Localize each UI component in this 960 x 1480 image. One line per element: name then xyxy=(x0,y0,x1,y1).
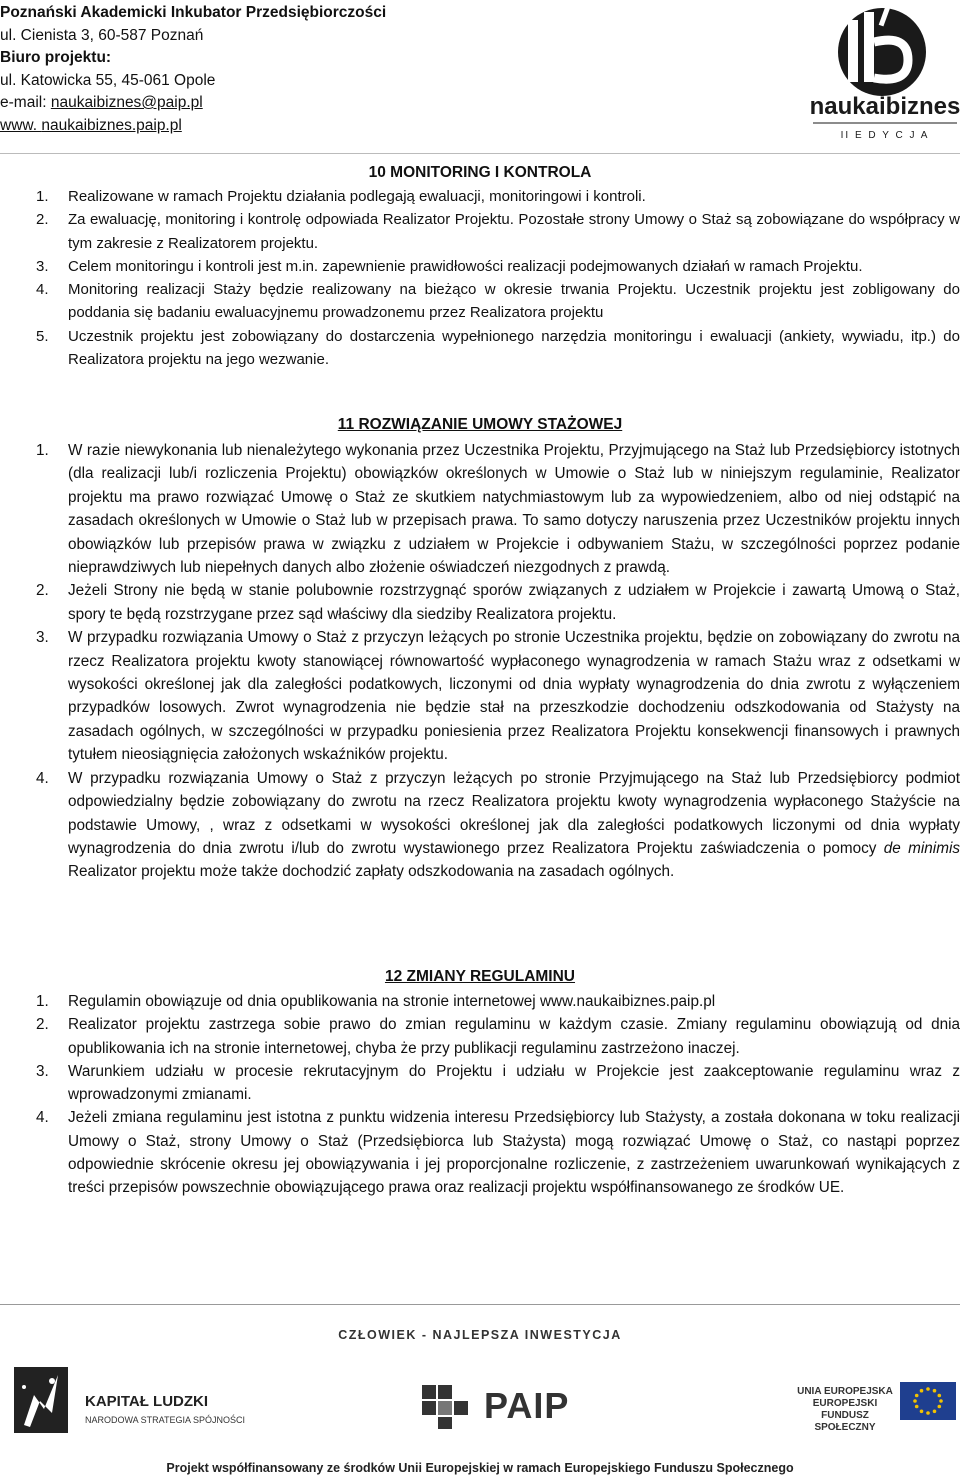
item-text: Monitoring realizacji Staży będzie realizowany na bieżąco w okresie trwania Projektu. Uczestnik projektu jest zobligowany do poddania się badaniu ewaluacyjnemu prowadzonemu przez Realizatora projektu xyxy=(68,281,960,322)
item-text: Jeżeli Strony nie będą w stanie polubownie rozstrzygnąć sporów związanych z udziałem w Projekcie i zawartą Umową o Staż, spory te będą rozstrzygane przez sąd właściwy dla siedziby Realizatora projektu. xyxy=(68,582,960,623)
list-item xyxy=(0,1013,960,1060)
section-12-title: 12 ZMIANY REGULAMINU xyxy=(384,968,576,985)
item-number: 3. xyxy=(36,629,49,647)
list-item xyxy=(0,439,960,579)
item-number: 4. xyxy=(36,281,49,299)
section-10-list xyxy=(0,185,960,371)
eu-line-2: EUROPEJSKI xyxy=(812,1398,878,1409)
list-item xyxy=(0,767,960,884)
item-text-part: Realizator projektu może także dochodzić zapłaty odszkodowania na zasadach ogólnych. xyxy=(68,863,675,881)
list-item xyxy=(0,278,960,325)
org-name: Poznański Akademicki Inkubator Przedsiębiorczości xyxy=(0,4,387,21)
list-item xyxy=(0,990,960,1013)
header-block xyxy=(0,2,386,137)
naukaibiznes-logo xyxy=(810,4,960,149)
www-link[interactable]: naukaibiznes.paip.pl xyxy=(41,116,182,134)
list-item xyxy=(0,255,960,278)
item-text xyxy=(68,767,960,884)
list-item xyxy=(0,325,960,372)
email-prefix: e-mail: xyxy=(0,94,51,111)
eu-flag-icon xyxy=(900,1382,956,1420)
item-number: 1. xyxy=(36,188,49,205)
list-item xyxy=(0,1106,960,1199)
item-number: 1. xyxy=(36,442,49,459)
email-link[interactable]: naukaibiznes@paip.pl xyxy=(50,94,203,111)
item-text-part: W przypadku rozwiązania Umowy o Staż z przyczyn leżących po stronie Przyjmującego na Staż lub Przedsiębiorcy podmiot odpowiedzialny będzie zobowiązany do zwrotu na rzecz Realizatora projektu kwoty wynagrodzenia wypłaconego Stażyście na podstawie Umowy, , wraz z odsetkami w wysokości określonej jak dla zaległości podatkowych liczonymi od dnia wypłaty wynagrodzenia do dnia zwrotu i/lub do zwrotu wystawionego przez Realizatora Projektu zaświadczenia o pomocy xyxy=(68,769,960,857)
header-divider xyxy=(0,153,960,154)
item-text: Za ewaluację, monitoring i kontrolę odpowiada Realizator Projektu. Pozostałe strony Umowy o Staż są zobowiązane do współpracy w tym zakresie z Realizatorem projektu. xyxy=(68,211,960,252)
item-number: 3. xyxy=(36,257,49,275)
item-number: 5. xyxy=(36,327,49,345)
paip-wordmark: PAIP xyxy=(484,1385,570,1426)
footer-slogan: CZŁOWIEK - NAJLEPSZA INWESTYCJA xyxy=(338,1328,622,1342)
section-11-title: 11 ROZWIĄZANIE UMOWY STAŻOWEJ xyxy=(337,416,623,433)
item-text: Uczestnik projektu jest zobowiązany do dostarczenia wypełnionego narzędzia monitoringu i ewaluacji (ankiety, wywiadu, itp.) do Realizatora projektu na jego wezwanie. xyxy=(68,327,960,369)
www-prefix[interactable]: www. xyxy=(0,116,42,134)
list-item xyxy=(0,208,960,255)
item-text: Regulamin obowiązuje od dnia opublikowania na stronie internetowej www.naukaibiznes.paip.pl xyxy=(68,993,716,1010)
item-text-italic: de minimis xyxy=(883,839,960,857)
address-line-2: ul. Katowicka 55, 45-061 Opole xyxy=(0,71,216,89)
office-label: Biuro projektu: xyxy=(0,49,112,66)
kapital-ludzki-title: KAPITAŁ LUDZKI xyxy=(85,1393,209,1410)
item-number: 1. xyxy=(36,993,49,1010)
eu-text-block xyxy=(790,1386,900,1434)
item-number: 2. xyxy=(36,211,49,229)
item-text: Warunkiem udziału w procesie rekrutacyjnym do Projektu i udziału w Projekcie jest zaakceptowanie regulaminu wraz z wprowadzonymi zmianami. xyxy=(68,1062,960,1104)
eu-line-3: FUNDUSZ SPOŁECZNY xyxy=(814,1410,876,1433)
item-number: 2. xyxy=(36,582,49,600)
item-text: W przypadku rozwiązania Umowy o Staż z przyczyn leżących po stronie Uczestnika projektu, będzie on zobowiązany do zwrotu na rzecz Realizatora projektu kwoty stanowiącej równowartość wypłaconego wynagrodzenia w ramach Stażu wraz z odsetkami w wysokości określonej jak dla zaległości podatkowych, liczonymi od dnia wypłaty wynagrodzenia do dnia zwrotu z wyłączeniem przypadków losowych. Zwrot wynagrodzenia nie będzie stał na przeszkodzie dochodzeniu odszkodowania od Stażysty na zasadach ogólnych, w szczególności w przypadku poniesienia przez Realizatora Projektu konsekwencji finansowych i prawnych tytułem nieosiągnięcia założonych wskaźników projektu. xyxy=(68,629,960,764)
item-text: Celem monitoringu i kontroli jest m.in. zapewnienie prawidłowości realizacji podejmowanych działań w ramach Projektu. xyxy=(68,257,863,275)
item-number: 2. xyxy=(36,1016,49,1034)
logo-edition: II E D Y C J A xyxy=(840,130,930,141)
list-item xyxy=(0,579,960,626)
logo-wordmark: naukaibiznes xyxy=(810,93,960,120)
item-number: 4. xyxy=(36,769,49,787)
address-line-1: ul. Cienista 3, 60-587 Poznań xyxy=(0,26,204,44)
section-12-list xyxy=(0,990,960,1200)
section-10-title: 10 MONITORING I KONTROLA xyxy=(368,164,592,181)
email-line xyxy=(0,92,386,115)
section-11-list xyxy=(0,439,960,884)
item-text: Realizator projektu zastrzega sobie prawo do zmian regulaminu w każdym czasie. Zmiany regulaminu obowiązują od dnia opublikowania ich na stronie internetowej, chyba że przy publikacji regulaminu zastrzeżono inaczej. xyxy=(68,1016,960,1057)
footer-funding-note: Projekt współfinansowany ze środków Unii Europejskiej w ramach Europejskiego Funduszu Społecznego xyxy=(166,1461,794,1475)
list-item xyxy=(0,1060,960,1107)
item-text: Realizowane w ramach Projektu działania podlegają ewaluacji, monitoringowi i kontroli. xyxy=(68,188,646,205)
item-number: 4. xyxy=(36,1109,49,1127)
item-text: W razie niewykonania lub nienależytego wykonania przez Uczestnika Projektu, Przyjmującego na Staż lub Przedsiębiorcy istotnych (dla realizacji lub/i rozliczenia Projektu) obowiązków określonych w Umowie o Staż lub w niniejszym regulaminie, Realizator projektu ma prawo rozwiązać Umowę o Staż ze skutkiem natychmiastowym lub za wypowiedzeniem, albo od niej odstąpić na zasadach określonych w Umowie o Staż lub w przepisach prawa. To samo dotyczy naruszenia przez Uczestników projektu innych obowiązków lub przepisów prawa w związku z udziałem w Projekcie i odbywaniem Stażu, w szczególności poprzez podanie nieprawdziwych lub niepełnych danych albo złożenie oświadczeń niezgodnych z prawdą. xyxy=(68,442,960,577)
list-item xyxy=(0,626,960,766)
item-text: Jeżeli zmiana regulaminu jest istotna z punktu widzenia interesu Przedsiębiorcy lub Stażysty, a została dokonana w toku realizacji Umowy o Staż, strony Umowy o Staż (Przedsiębiorca lub Stażysta) mogą rozwiązać Umowę o Staż, co nastąpi poprzez odpowiednie skrócenie okresu jej obowiązywania i jej proporcjonalne rozliczenie, z zastrzeżeniem uwarunkowań wynikających z treści przepisów powszechnie obowiązującego prawa oraz realizacji projektu współfinansowanego ze środków UE. xyxy=(68,1109,960,1197)
eu-line-1: UNIA EUROPEJSKA xyxy=(797,1386,893,1397)
item-number: 3. xyxy=(36,1062,49,1080)
kapital-ludzki-subtitle: NARODOWA STRATEGIA SPÓJNOŚCI xyxy=(85,1415,246,1425)
footer-divider xyxy=(0,1304,960,1305)
list-item xyxy=(0,185,960,208)
www-line xyxy=(0,115,386,138)
